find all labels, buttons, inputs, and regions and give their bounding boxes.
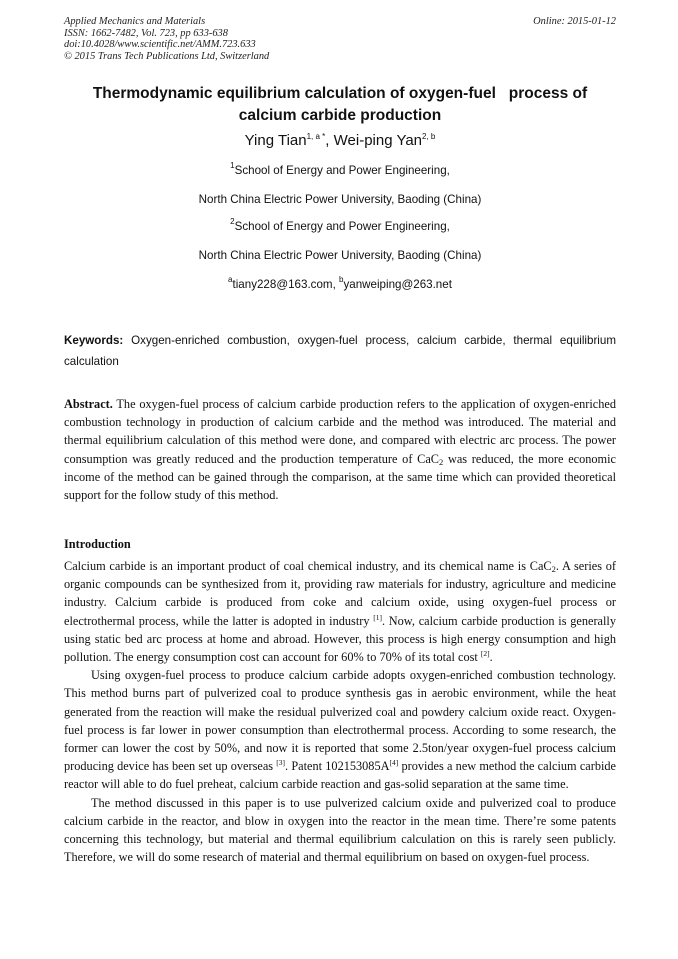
citation-ref-2: [2] <box>480 649 490 659</box>
title-line-1: Thermodynamic equilibrium calculation of oxygen-fuel process of <box>92 85 588 102</box>
author-1: Ying Tian <box>244 132 307 149</box>
author-emails <box>64 277 616 292</box>
intro-paragraph-2 <box>64 666 616 793</box>
intro-p2-text-b: . Patent 102153085A <box>285 759 390 774</box>
affiliation-2-line-1 <box>64 219 616 234</box>
author-2-sup: 2, b <box>422 132 436 141</box>
doi-line: doi:10.4028/www.scientific.net/AMM.723.633 <box>64 39 256 50</box>
abstract-subscript: 2 <box>438 456 444 467</box>
email-a: tiany228@163.com, <box>232 278 340 291</box>
intro-p1-text-a: Calcium carbide is an important product of coal chemical industry, and its chemical name is CaC <box>64 559 552 573</box>
author-list <box>64 131 616 151</box>
intro-p1-text-c: . Now, calcium carbide production is generally using static bed arc process at home and abroad. However, this process is high energy consumption and high pollution. The energy consumption cost can account for 60% to 70% of its total cost <box>64 613 616 665</box>
citation-ref-1: [1] <box>373 612 382 622</box>
title-line-2: calcium carbide production <box>238 107 442 124</box>
page-header <box>64 16 616 62</box>
email-b-sup: b <box>339 275 344 284</box>
intro-p1-text-d: . <box>489 650 493 665</box>
aff2-sup: 2 <box>230 217 235 226</box>
abstract-text-1: The oxygen-fuel process of calcium carbide production refers to the application of oxygen-enriched combustion technology in production of calcium carbide and the method was introduced. The material and thermal equilibrium calculation of this method were done, and compared with electric arc process. The power consumption was greatly reduced and the production temperature of CaC <box>64 397 616 466</box>
citation-ref-4: [4] <box>389 758 399 768</box>
affiliation-1-line-2: North China Electric Power University, Baoding (China) <box>198 193 482 206</box>
abstract-label: Abstract. <box>64 397 113 411</box>
issn-line: ISSN: 1662-7482, Vol. 723, pp 633-638 <box>64 27 228 39</box>
intro-paragraph-1 <box>64 557 616 666</box>
intro-p2-text-a: Using oxygen-fuel process to produce calcium carbide adopts oxygen-enriched combustion technology. This method burns part of pulverized coal to produce synthesis gas in aerobic environment, while the heat generated from the reaction will make the residual pulverized coal and powdery calcium oxide react. Oxygen-fuel process is far lower in power consumption than electrothermal process. According to some research, the former can lower the cost by 50%, and now it is reported that some 2.5ton/year oxygen-fuel process calcium producing device has been set up overseas <box>64 668 616 774</box>
introduction-body <box>64 557 616 866</box>
affiliation-1-line-1 <box>64 163 616 178</box>
paper-title <box>64 83 616 127</box>
keywords <box>64 330 616 372</box>
author-separator: , <box>325 132 334 149</box>
aff2-text: School of Energy and Power Engineering, <box>234 220 450 233</box>
intro-p2-text-c: provides a new method the calcium carbide reactor will able to do fuel preheat, calcium carbide reaction and gas-solid separation at the same time. <box>64 759 616 792</box>
copyright-line: © 2015 Trans Tech Publications Ltd, Switzerland <box>64 50 270 62</box>
author-2: Wei-ping Yan <box>333 132 423 149</box>
author-1-sup: 1, a * <box>306 132 326 141</box>
keywords-label: Keywords: <box>64 334 124 347</box>
intro-paragraph-3: The method discussed in this paper is to use pulverized calcium oxide and pulverized coal to produce calcium carbide in the reactor, and blow in oxygen into the reactor in the mean time. There’re some patents concerning this technology, but material and thermal equilibrium calculation on this is rarely seen publicly. Therefore, we will do some research of material and thermal equilibrium on based on oxygen-fuel process. <box>64 795 616 865</box>
section-heading-introduction: Introduction <box>64 537 131 551</box>
keywords-text: Oxygen-enriched combustion, oxygen-fuel process, calcium carbide, thermal equilibrium calculation <box>64 334 616 368</box>
intro-p1-text-b: . A series of organic compounds can be synthesized from it, providing raw materials for industry, agriculture and medicine industry. Calcium carbide is produced from coke and calcium oxide, using oxygen-fuel process or electrothermal process, while the latter is adopted in industry <box>64 559 617 628</box>
abstract <box>64 395 616 504</box>
online-date: Online: 2015-01-12 <box>533 16 616 27</box>
journal-name: Applied Mechanics and Materials <box>64 16 206 27</box>
abstract-text-2: was reduced, the more economic income of the method can be gained through the comparison, at the same time which can provided theoretical support for the follow study of this method. <box>64 451 616 503</box>
citation-ref-3: [3] <box>276 758 286 768</box>
aff1-sup: 1 <box>230 161 235 170</box>
aff1-text: School of Energy and Power Engineering, <box>234 164 450 177</box>
affiliation-2-line-2: North China Electric Power University, Baoding (China) <box>198 249 482 262</box>
email-b: yanweiping@263.net <box>343 278 452 291</box>
intro-p1-subscript: 2 <box>551 564 556 574</box>
email-a-sup: a <box>228 275 233 284</box>
